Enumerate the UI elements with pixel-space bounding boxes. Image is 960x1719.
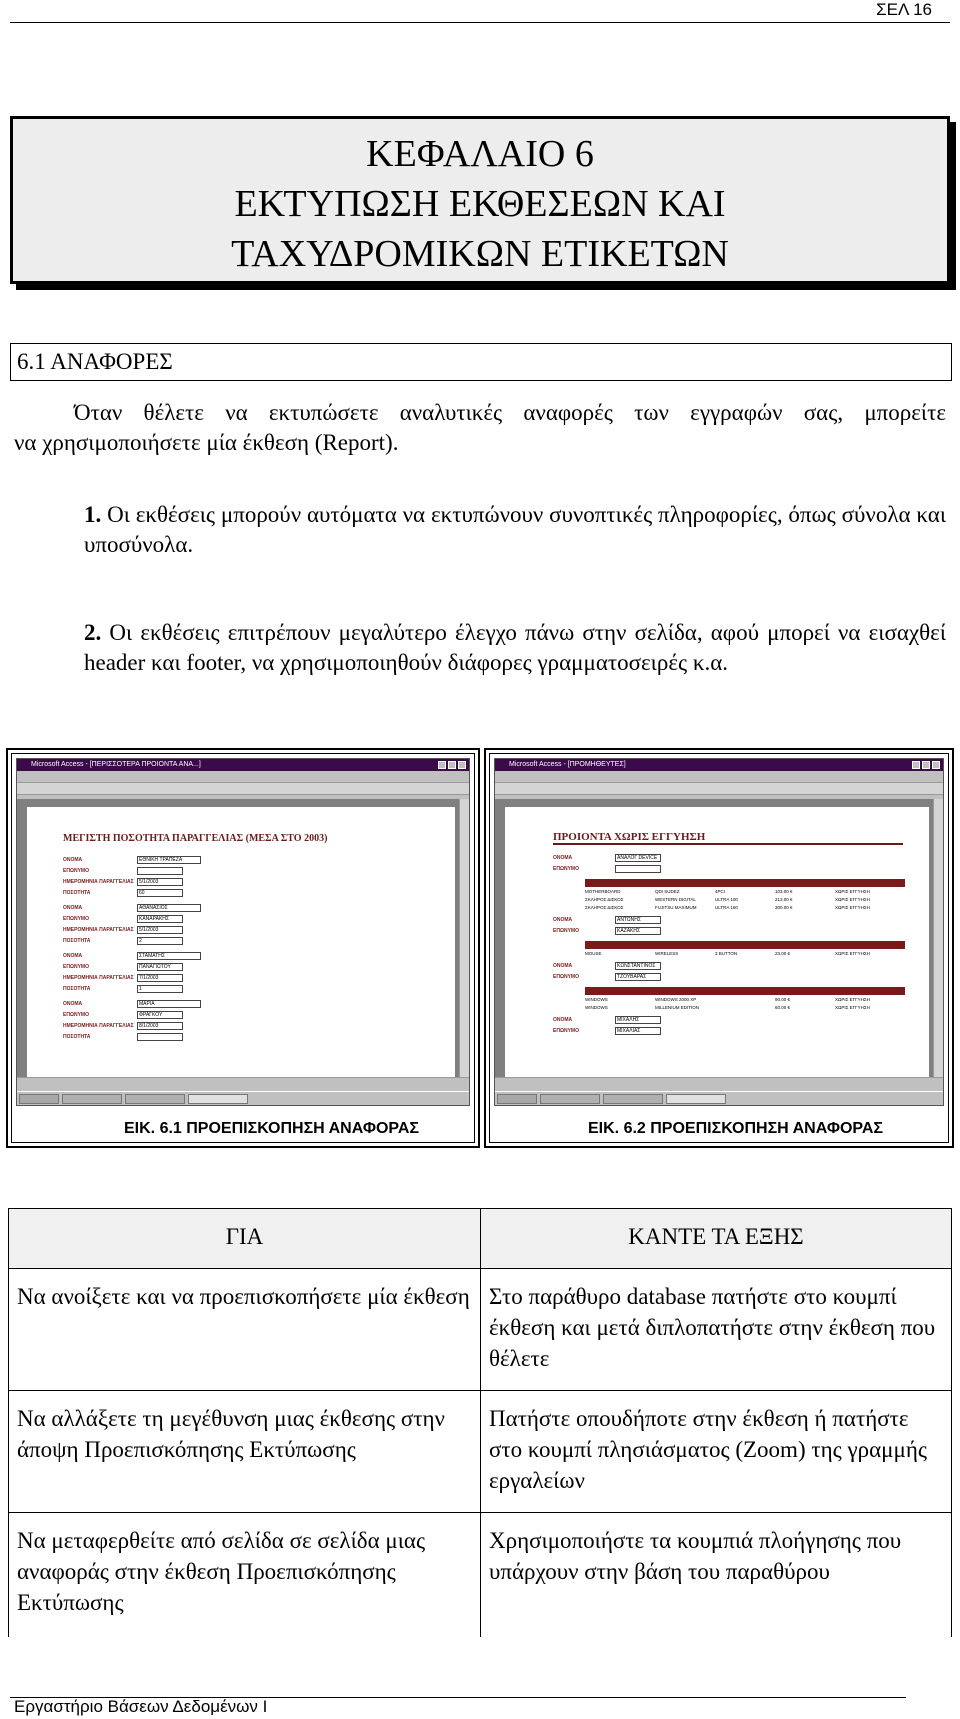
report-data-cell: ΧΩΡΙΣ ΕΓΓΥΗΣΗ [835,889,870,894]
instructions-table [8,1208,952,1637]
minimize-icon [912,761,920,769]
report-column-header-band [585,879,905,887]
report-data-cell: MILLENIUM EDITION [655,1005,700,1010]
report-title: ΠΡΟΙΟΝΤΑ ΧΩΡΙΣ ΕΓΓΥΗΣΗ [553,831,903,845]
figure-frame [11,753,475,1143]
intro-line-1: Όταν θέλετε να εκτυπώσετε αναλυτικές αναφορές των εγγραφών σας, μπορείτε [74,400,946,425]
list-text-2: Οι εκθέσεις επιτρέπουν μεγαλύτερο έλεγχο πάνω στην σελίδα, αφού μπορεί να εισαχθεί header και footer, να χρησιμοποιηθούν διάφορες γραμματοσειρές κ.α. [84,620,947,675]
minimize-icon [438,761,446,769]
list-item-1 [84,500,946,560]
toolbar [17,783,469,795]
report-field-value: 60 [137,889,183,897]
report-field-value: 2 [137,937,183,945]
window-title-bar [495,759,943,771]
report-data-cell: MOUSE [585,951,602,956]
report-field-value: 1 [137,985,183,993]
window-title: Microsoft Access - [ΠΡΟΜΗΘΕΥΤΕΣ] [509,761,626,768]
report-data-cell: 60.00 € [775,1005,791,1010]
figure-6-1 [6,748,480,1148]
report-field-label: ΟΝΟΜΑ [553,917,573,923]
table-row [9,1269,952,1391]
window-controls [912,761,940,769]
report-data-cell: WIRELESS [655,951,679,956]
taskbar-item [540,1094,600,1104]
report-data-cell: WESTERN DIGITAL [655,897,696,902]
report-field-label: ΗΜΕΡΟΜΗΝΙΑ ΠΑΡΑΓΓΕΛΙΑΣ [63,1023,134,1029]
section-heading: 6.1 ΑΝΑΦΟΡΕΣ [10,343,952,381]
report-field-value: ΑΝΑΛΟΓ DEVICE [615,854,661,862]
report-field-value: 8/1/2003 [137,1022,183,1030]
report-field-value: 5/1/2003 [137,926,183,934]
report-data-cell: 23.00 € [775,951,791,956]
report-data-cell: WINDOWS 2000 XP [655,997,697,1002]
report-field-label: ΟΝΟΜΑ [63,905,83,911]
list-item-2 [84,618,946,678]
column-header-do: ΚΑΝΤΕ ΤΑ ΕΞΗΣ [481,1209,952,1269]
header-rule [10,22,950,23]
figure-6-2 [484,748,954,1148]
report-field-value: ΜΙΧΑΛΙΑΣ [615,1027,661,1035]
report-field-value: ΠΑΝΑΓΙΩΤΟΥ [137,963,183,971]
preview-area [17,799,469,1077]
report-field-value: ΤΖΟΥΒΑΡΑΣ [615,973,661,981]
taskbar-item [666,1094,726,1104]
report-field-value: ΜΙΧΑΛΗΣ [615,1016,661,1024]
table-cell-for: Να μεταφερθείτε από σελίδα σε σελίδα μιας αναφοράς στην έκθεση Προεπισκόπησης Εκτύπωσης [9,1513,481,1637]
report-field-label: ΠΟΣΟΤΗΤΑ [63,986,91,992]
report-page [27,807,455,1077]
report-data-cell: WINDOWS [585,997,608,1002]
start-button [497,1094,537,1104]
report-field-label: ΟΝΟΜΑ [553,855,573,861]
report-data-cell: 3 BUTTON [715,951,738,956]
report-data-cell: ΧΩΡΙΣ ΕΓΓΥΗΣΗ [835,897,870,902]
report-field-label: ΕΠΩΝΥΜΟ [553,928,579,934]
table-row [9,1513,952,1637]
report-field-value: ΦΡΑΓΚΟΥ [137,1011,183,1019]
report-column-header-band [585,941,905,949]
report-data-cell: ΧΩΡΙΣ ΕΓΓΥΗΣΗ [835,951,870,956]
menu-bar [17,771,469,783]
report-column-header-band [585,987,905,995]
list-text-1: Οι εκθέσεις μπορούν αυτόματα να εκτυπώνουν συνοπτικές πληροφορίες, όπως σύνολα και υποσύνολα. [84,502,947,557]
report-field-label: ΠΟΣΟΤΗΤΑ [63,1034,91,1040]
report-field-value: ΚΑΖΑΚΗΣ [615,927,661,935]
table-cell-do: Πατήστε οπουδήποτε στην έκθεση ή πατήστε στο κουμπί πλησιάσματος (Zoom) της γραμμής εργαλείων [481,1391,952,1513]
report-data-cell: ΣΚΛΗΡΟΣ ΔΙΣΚΟΣ [585,905,624,910]
status-bar [495,1077,943,1091]
report-field-label: ΕΠΩΝΥΜΟ [553,866,579,872]
taskbar-item [603,1094,663,1104]
window-title: Microsoft Access - [ΠΕΡΙΣΣΟΤΕΡΑ ΠΡΟΙΟΝΤΑ ΑΝΑ...] [31,761,201,768]
report-field-label: ΟΝΟΜΑ [553,1017,573,1023]
report-field-label: ΠΟΣΟΤΗΤΑ [63,938,91,944]
access-window-screenshot [16,758,470,1106]
taskbar-item [62,1094,122,1104]
vertical-scrollbar [459,799,469,1077]
report-data-cell: FUJITSU MAXIMUM [655,905,697,910]
report-data-cell: ΧΩΡΙΣ ΕΓΓΥΗΣΗ [835,1005,870,1010]
access-window-screenshot [494,758,944,1106]
report-field-value: ΣΤΑΜΑΤΗΣ [137,952,201,960]
report-data-cell: ΧΩΡΙΣ ΕΓΓΥΗΣΗ [835,997,870,1002]
report-data-cell: WINDOWS [585,1005,608,1010]
vertical-scrollbar [933,799,943,1077]
figure-caption: ΕΙΚ. 6.2 ΠΡΟΕΠΙΣΚΟΠΗΣΗ ΑΝΑΦΟΡΑΣ [588,1120,884,1137]
figure-frame [489,753,949,1143]
report-data-cell: 103.00 € [775,889,793,894]
column-header-for: ΓΙΑ [9,1209,481,1269]
taskbar [495,1091,943,1105]
report-field-value: ΚΑΝΑΡΑΚΗΣ [137,915,183,923]
report-data-cell: ΧΩΡΙΣ ΕΓΓΥΗΣΗ [835,905,870,910]
report-field-label: ΟΝΟΜΑ [63,1001,83,1007]
report-field-label: ΗΜΕΡΟΜΗΝΙΑ ΠΑΡΑΓΓΕΛΙΑΣ [63,879,134,885]
chapter-title-line-1: ΕΚΤΥΠΩΣΗ ΕΚΘΕΣΕΩΝ ΚΑΙ [234,183,726,225]
chapter-title-line-2: ΤΑΧΥΔΡΟΜΙΚΩΝ ΕΤΙΚΕΤΩΝ [231,233,729,275]
window-title-bar [17,759,469,771]
report-field-label: ΕΠΩΝΥΜΟ [63,964,89,970]
preview-area [495,799,943,1077]
report-field-value: 5/1/2003 [137,878,183,886]
list-number-2: 2. [84,620,102,645]
report-page [505,807,929,1077]
report-field-value [137,867,183,875]
report-field-label: ΕΠΩΝΥΜΟ [63,868,89,874]
report-field-label: ΗΜΕΡΟΜΗΝΙΑ ΠΑΡΑΓΓΕΛΙΑΣ [63,975,134,981]
maximize-icon [448,761,456,769]
report-field-value: ΑΘΑΝΑΣΙΟΣ [137,904,201,912]
report-data-cell: ΣΚΛΗΡΟΣ ΔΙΣΚΟΣ [585,897,624,902]
page-number: ΣΕΛ 16 [876,0,932,19]
report-field-label: ΕΠΩΝΥΜΟ [553,974,579,980]
report-field-label: ΟΝΟΜΑ [553,963,573,969]
report-data-cell: QDI SUDEZ [655,889,680,894]
report-field-value: ΚΩΝΣΤΑΝΤΙΝΟΣ [615,962,661,970]
report-data-cell: 90.00 € [775,997,791,1002]
taskbar-item [188,1094,248,1104]
taskbar-item [125,1094,185,1104]
chapter-number: ΚΕΦΑΛΑΙΟ 6 [366,133,594,175]
window-controls [438,761,466,769]
intro-line-2: να χρησιμοποιήσετε μία έκθεση (Report). [14,430,399,455]
maximize-icon [922,761,930,769]
report-data-cell: 4PCI [715,889,726,894]
chapter-title-box [10,116,950,284]
report-field-label: ΟΝΟΜΑ [63,953,83,959]
table-row [9,1391,952,1513]
report-data-cell: ULTRA 160 [715,905,738,910]
start-button [19,1094,59,1104]
table-cell-for: Να αλλάξετε τη μεγέθυνση μιας έκθεσης στην άποψη Προεπισκόπησης Εκτύπωσης [9,1391,481,1513]
report-field-label: ΠΟΣΟΤΗΤΑ [63,890,91,896]
report-title: ΜΕΓΙΣΤΗ ΠΟΣΟΤΗΤΑ ΠΑΡΑΓΓΕΛΙΑΣ (ΜΕΣΑ ΣΤΟ 2003) [63,833,328,844]
report-field-value [615,865,661,873]
report-field-label: ΟΝΟΜΑ [63,857,83,863]
intro-paragraph [14,398,946,458]
report-data-cell: 300.00 € [775,905,793,910]
toolbar [495,783,943,795]
report-field-label: ΕΠΩΝΥΜΟ [553,1028,579,1034]
taskbar [17,1091,469,1105]
table-header-row [9,1209,952,1269]
report-field-value: ΜΑΡΙΑ [137,1000,201,1008]
table-cell-do: Χρησιμοποιήστε τα κουμπιά πλοήγησης που υπάρχουν στην βάση του παραθύρου [481,1513,952,1637]
report-field-label: ΗΜΕΡΟΜΗΝΙΑ ΠΑΡΑΓΓΕΛΙΑΣ [63,927,134,933]
menu-bar [495,771,943,783]
list-number-1: 1. [84,502,102,527]
footer-text: Εργαστήριο Βάσεων Δεδομένων Ι [14,1697,268,1716]
report-field-label: ΕΠΩΝΥΜΟ [63,1012,89,1018]
status-bar [17,1077,469,1091]
close-icon [932,761,940,769]
report-data-cell: 213.00 € [775,897,793,902]
figure-caption: ΕΙΚ. 6.1 ΠΡΟΕΠΙΣΚΟΠΗΣΗ ΑΝΑΦΟΡΑΣ [124,1120,420,1137]
report-data-cell: MOTHERBOARD [585,889,621,894]
close-icon [458,761,466,769]
report-data-cell: ULTRA 100 [715,897,738,902]
report-field-label: ΕΠΩΝΥΜΟ [63,916,89,922]
report-field-value: 7/1/2003 [137,974,183,982]
report-field-value [137,1033,183,1041]
report-field-value: ΑΝΤΩΝΗΣ [615,916,661,924]
table-cell-do: Στο παράθυρο database πατήστε στο κουμπί έκθεση και μετά διπλοπατήστε στην έκθεση που θέλετε [481,1269,952,1391]
table-cell-for: Να ανοίξετε και να προεπισκοπήσετε μία έκθεση [9,1269,481,1391]
report-field-value: ΕΘΝΙΚΗ ΤΡΑΠΕΖΑ [137,856,201,864]
